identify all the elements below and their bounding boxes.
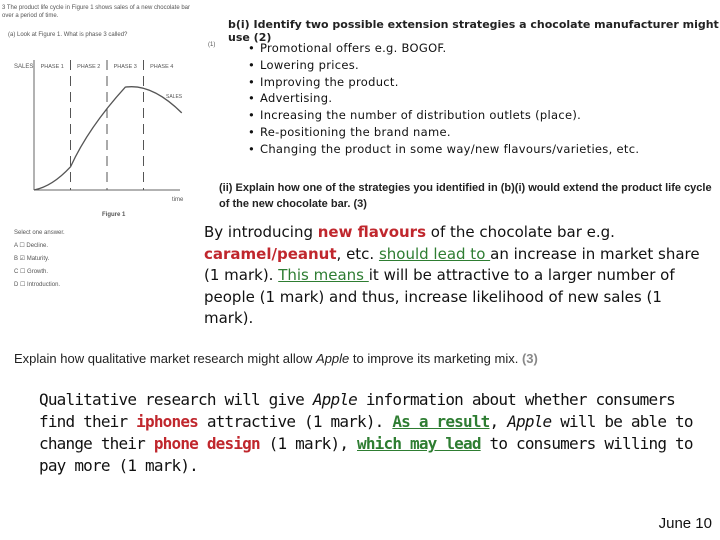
- list-item: • Re-positioning the brand name.: [248, 124, 639, 141]
- answer-apple: Apple: [312, 390, 357, 409]
- question-b-i-title: b(i) Identify two possible extension strategies a chocolate manufacturer might use (2): [228, 18, 719, 44]
- product-life-cycle-chart: [2, 50, 192, 225]
- answer-text: information about whether consumers find their: [39, 390, 675, 431]
- answer-text: will be able to change their: [39, 412, 693, 453]
- option-b[interactable]: B ☑ Maturity.: [14, 256, 50, 262]
- list-item: • Improving the product.: [248, 74, 639, 91]
- connective-should-lead-to: should lead to: [378, 244, 491, 263]
- phase-label: PHASE 3: [113, 64, 137, 70]
- answer-text: it will be attractive to a larger number of people (1 mark) and thus, increase likelihood of new sales (1 mark).: [204, 266, 675, 327]
- phase-label: PHASE 4: [150, 64, 174, 70]
- connective-as-a-result: As a result: [392, 412, 490, 431]
- answer-text: an increase in market share (1 mark).: [204, 244, 700, 284]
- sales-curve: [34, 87, 182, 190]
- question-qualitative-research: [14, 351, 538, 366]
- footer-date: June 10: [658, 515, 712, 532]
- sales-curve-label: SALES: [166, 94, 183, 100]
- list-item: • Advertising.: [248, 90, 639, 107]
- select-instruction: Select one answer.: [14, 230, 65, 236]
- option-d[interactable]: D ☐ Introduction.: [14, 282, 61, 288]
- highlight-phone-design: phone design: [153, 434, 260, 453]
- answer-qualitative-research: [39, 389, 709, 477]
- question-b-ii-title: (ii) Explain how one of the strategies you identified in (b)(i) would extend the product life cycle of the new chocolate bar. (3): [219, 182, 712, 210]
- connective-which-may-lead: which may lead: [357, 434, 481, 453]
- highlight-new-flavours: new flavours: [317, 223, 427, 241]
- connective-this-means: This means: [278, 266, 369, 284]
- answer-text: of the chocolate bar e.g.: [426, 223, 615, 241]
- worksheet-subquestion: (a) Look at Figure 1. What is phase 3 called?: [8, 32, 128, 38]
- highlight-iphones: iphones: [136, 412, 199, 431]
- option-a[interactable]: A ☐ Decline.: [14, 243, 49, 249]
- answer-text: Qualitative research will give: [39, 390, 313, 409]
- y-axis-label: SALES: [14, 64, 34, 70]
- extension-strategies-list: [248, 40, 639, 158]
- question-text: to improve its marketing mix.: [349, 351, 522, 366]
- question-apple: Apple: [316, 351, 350, 366]
- list-item: • Promotional offers e.g. BOGOF.: [248, 40, 639, 57]
- answer-text: ,: [489, 412, 508, 431]
- answer-text: By introducing: [204, 223, 318, 241]
- option-c[interactable]: C ☐ Growth.: [14, 269, 49, 275]
- x-axis-label: time: [172, 197, 184, 203]
- worksheet-marks: (1): [208, 42, 216, 48]
- list-item: • Increasing the number of distribution outlets (place).: [248, 107, 639, 124]
- worksheet-question: 3 The product life cycle in Figure 1 shows sales of a new chocolate bar over a period of time.: [2, 5, 190, 19]
- answer-apple: Apple: [507, 412, 552, 431]
- question-text: Explain how qualitative market research might allow: [14, 351, 317, 366]
- phase-label: PHASE 1: [40, 64, 64, 70]
- highlight-caramel-peanut: caramel/peanut: [204, 244, 337, 263]
- list-item: • Changing the product in some way/new flavours/varieties, etc.: [248, 141, 639, 158]
- answer-options: [14, 240, 60, 292]
- answer-text: to consumers willing to pay more (1 mark).: [39, 434, 693, 475]
- answer-b-ii: [204, 222, 709, 330]
- answer-text: (1 mark),: [259, 434, 357, 453]
- figure-caption: Figure 1: [102, 212, 126, 218]
- list-item: • Lowering prices.: [248, 57, 639, 74]
- phase-label: PHASE 2: [77, 64, 101, 70]
- answer-text: attractive (1 mark).: [198, 412, 393, 431]
- answer-text: , etc.: [336, 244, 379, 263]
- question-marks: (3): [521, 351, 538, 366]
